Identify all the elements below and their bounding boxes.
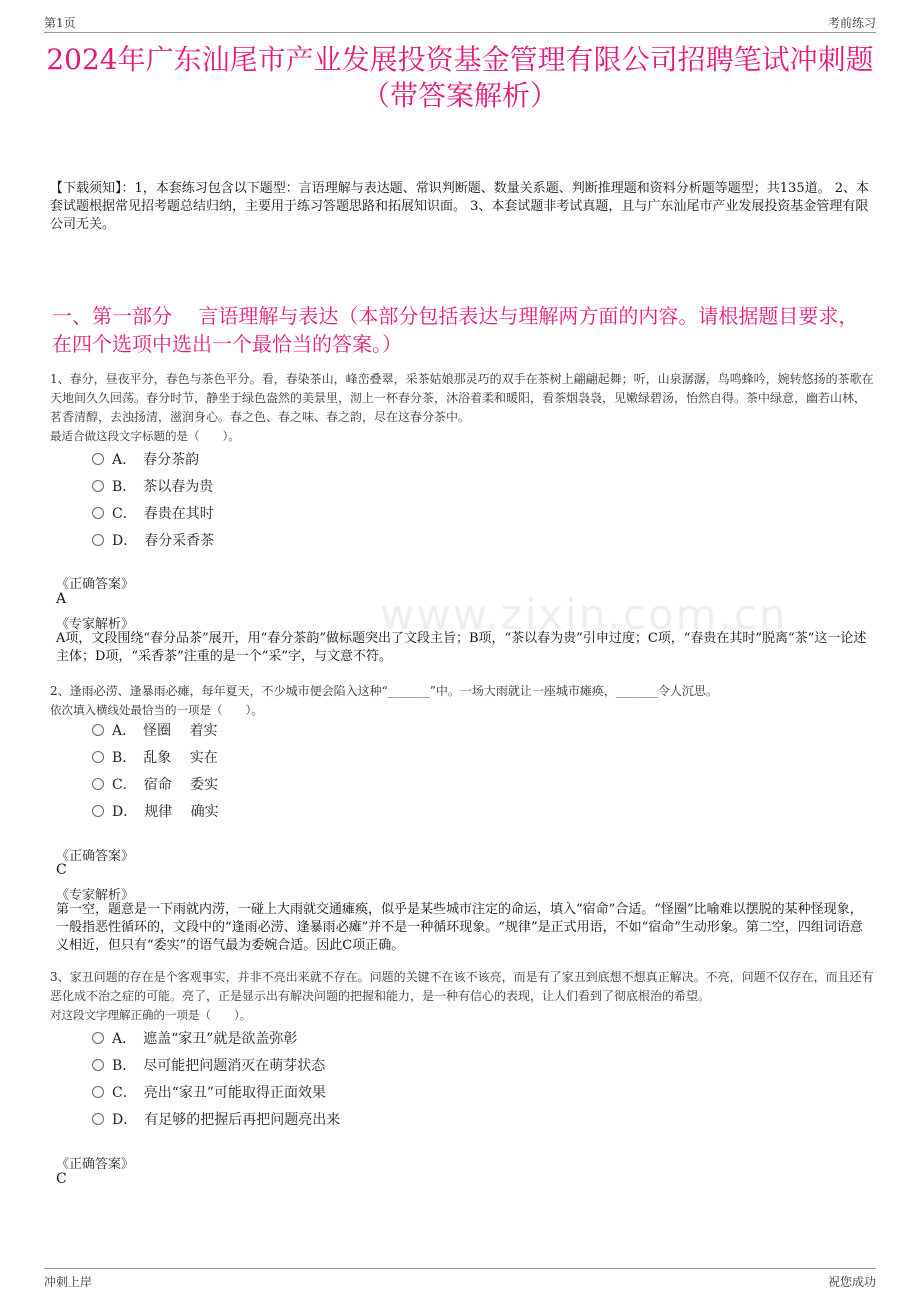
download-notice: 【下载须知】：1，本套练习包含以下题型：言语理解与表达题、常识判断题、数量关系题、判断推理题和资料分析题等题型；共135道。 2、本套试题根据常见招考题总结归纳，主要用于练习答题思路和拓展知识面。 3、本套试题非考试真题，且与广东汕尾市产业发展投资基金管理有限公司无关。: [50, 181, 869, 232]
option-c[interactable]: C． 宿命 委实: [92, 775, 218, 795]
radio-icon[interactable]: [92, 534, 104, 546]
option-b[interactable]: B． 茶以春为贵: [92, 477, 213, 497]
option-c[interactable]: C． 春贵在其时: [92, 504, 214, 524]
analysis-text: A项，文段围绕“春分品茶”展开，用“春分茶韵”做标题突出了文段主旨；B项，“茶以春为贵”引申过度；C项，“春贵在其时”脱离“茶”这一论述主体；D项，“采香茶”注重的是一个“采”字，与文意不符。: [56, 631, 867, 664]
question-3: [50, 968, 875, 1025]
option-d[interactable]: D． 有足够的把握后再把问题亮出来: [92, 1110, 340, 1130]
option-b[interactable]: B． 尽可能把问题消灭在萌芽状态: [92, 1056, 325, 1076]
header-tag: 考前练习: [827, 16, 876, 30]
footer-right: 祝您成功: [827, 1275, 876, 1289]
option-b[interactable]: B． 乱象 实在: [92, 748, 218, 768]
page-footer: [44, 1268, 876, 1289]
question-prompt: 对这段文字理解正确的一项是（ ）。: [50, 1008, 252, 1022]
question-stem: 1、春分，昼夜平分，春色与茶色平分。看，春染茶山，峰峦叠翠，采茶姑娘那灵巧的双手在茶树上翩翩起舞；听，山泉潺潺，鸟鸣蜂吟，婉转悠扬的茶歌在天地间久久回荡。春分时节，静坐于绿色盎然的美景里，沏上一杯春分茶，沐浴着柔和暖阳，看茶烟袅袅，见嫩绿碧汤，怡然自得。茶中绿意，幽若山林，茗香清醇，去浊扬清，滋润身心。春之色、春之味、春之韵，尽在这春分茶中。: [50, 372, 874, 424]
option-a[interactable]: A． 怪圈 着实: [92, 721, 218, 741]
question-prompt: 依次填入横线处最恰当的一项是（ ）。: [50, 703, 263, 717]
radio-icon[interactable]: [92, 480, 104, 492]
radio-icon[interactable]: [92, 805, 104, 817]
answer-label: 《正确答案》: [56, 577, 135, 592]
question-2: [50, 682, 875, 720]
analysis-label: 《专家解析》: [56, 888, 135, 903]
answer-label: 《正确答案》: [56, 1157, 135, 1172]
option-d[interactable]: D． 春分采香茶: [92, 531, 214, 551]
analysis-label: 《专家解析》: [56, 617, 135, 632]
radio-icon[interactable]: [92, 507, 104, 519]
option-d[interactable]: D． 规律 确实: [92, 802, 219, 822]
radio-icon[interactable]: [92, 1113, 104, 1125]
analysis-text: 第一空，题意是一下雨就内涝，一碰上大雨就交通瘫痪，似乎是某些城市注定的命运，填入“宿命”合适。“怪圈”比喻难以摆脱的某种怪现象，一般指恶性循环的，文段中的“逢雨必涝、逢暴雨必瘫”并不是一种循环现象。“规律”是正式用语，不如“宿命”生动形象。第二空，四组词语意义相近，但只有“委实”的语气最为委婉合适。因此C项正确。: [56, 902, 863, 953]
question-stem: 2、逢雨必涝、逢暴雨必瘫，每年夏天，不少城市便会陷入这种“_______”中。一场大雨就让一座城市瘫痪，_______令人沉思。: [50, 684, 718, 698]
radio-icon[interactable]: [92, 1086, 104, 1098]
radio-icon[interactable]: [92, 724, 104, 736]
option-c[interactable]: C． 亮出“家丑”可能取得正面效果: [92, 1083, 326, 1103]
question-1: [50, 370, 875, 446]
option-a[interactable]: A． 春分茶韵: [92, 450, 199, 470]
radio-icon[interactable]: [92, 778, 104, 790]
answer-label: 《正确答案》: [56, 849, 135, 864]
radio-icon[interactable]: [92, 751, 104, 763]
answer-value: C: [56, 862, 67, 878]
answer-value: A: [56, 591, 67, 607]
answer-value: C: [56, 1171, 67, 1187]
page-header: [44, 12, 876, 33]
radio-icon[interactable]: [92, 1059, 104, 1071]
section-heading: 一、第一部分 言语理解与表达（本部分包括表达与理解两方面的内容。请根据题目要求，在四个选项中选出一个最恰当的答案。）: [52, 304, 859, 356]
question-prompt: 最适合做这段文字标题的是（ ）。: [50, 429, 240, 443]
radio-icon[interactable]: [92, 1032, 104, 1044]
footer-left: 冲刺上岸: [44, 1275, 93, 1289]
option-a[interactable]: A． 遮盖“家丑”就是欲盖弥彰: [92, 1029, 297, 1049]
radio-icon[interactable]: [92, 453, 104, 465]
document-title: 2024年广东汕尾市产业发展投资基金管理有限公司招聘笔试冲刺题（带答案解析）: [46, 43, 874, 112]
question-stem: 3、家丑问题的存在是个客观事实，并非不亮出来就不存在。问题的关键不在该不该亮，而是有了家丑到底想不想真正解决。不亮，问题不仅存在，而且还有恶化成不治之症的可能。亮了，正是显示出有解决问题的把握和能力，是一种有信心的表现，让人们看到了彻底根治的希望。: [50, 970, 874, 1003]
page-number: 第1页: [44, 16, 76, 30]
watermark: www.zixin.com.cn: [380, 590, 788, 639]
